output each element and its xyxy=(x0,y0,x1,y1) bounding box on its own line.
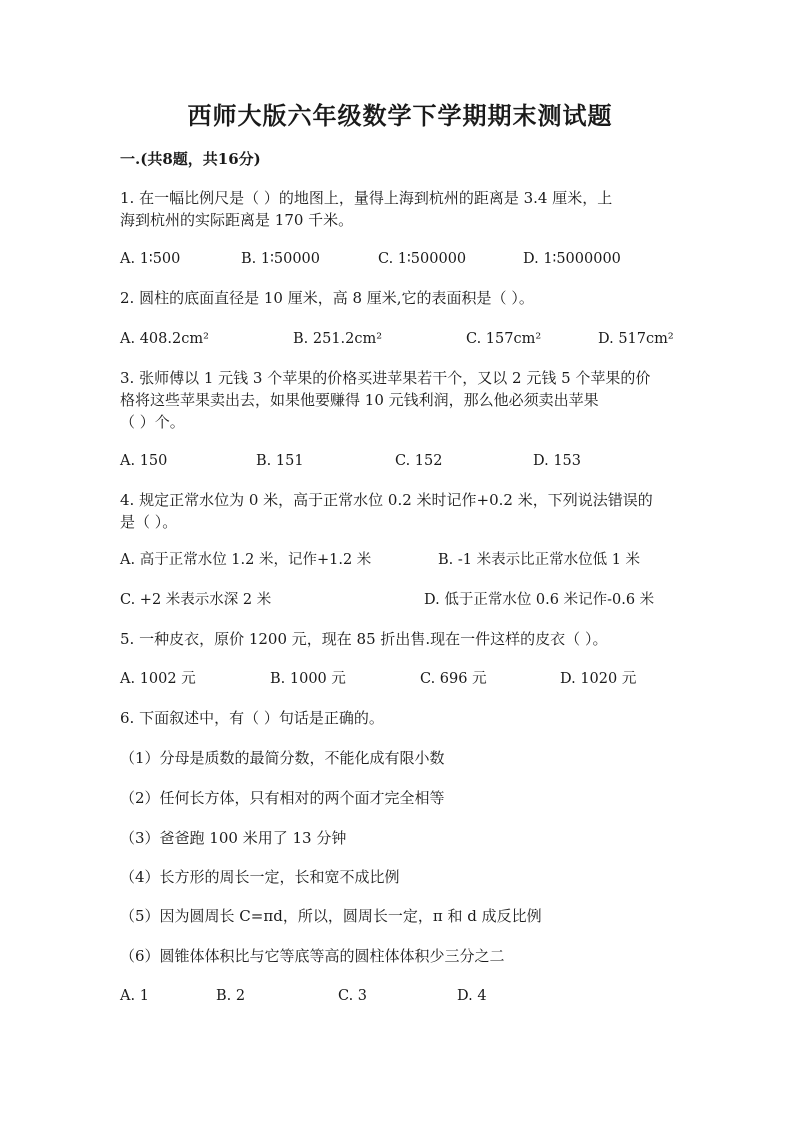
question-6-option-d: D. 4 xyxy=(457,988,487,1004)
question-4-text-line-1: 4. 规定正常水位为 0 米，高于正常水位 0.2 米时记作+0.2 米，下列说法错误的 xyxy=(120,491,653,509)
question-1-option-c: C. 1∶500000 xyxy=(378,251,467,267)
question-3-option-d: D. 153 xyxy=(533,453,582,469)
question-6-statement-4: （4）长方形的周长一定，长和宽不成比例 xyxy=(120,868,400,886)
question-3-text-line-1: 3. 张师傅以 1 元钱 3 个苹果的价格买进苹果若干个，又以 2 元钱 5 个苹果的价 xyxy=(120,369,651,387)
question-6-statement-1: （1）分母是质数的最简分数，不能化成有限小数 xyxy=(120,749,445,767)
question-1-option-a: A. 1∶500 xyxy=(120,251,181,267)
question-2-option-d: D. 517cm² xyxy=(598,331,674,347)
question-6-text-line-1: 6. 下面叙述中，有（ ）句话是正确的。 xyxy=(120,709,384,727)
question-1-option-d: D. 1∶5000000 xyxy=(523,251,621,267)
question-5-option-a: A. 1002 元 xyxy=(120,671,196,687)
question-6-option-b: B. 2 xyxy=(216,988,246,1004)
question-6-option-c: C. 3 xyxy=(338,988,368,1004)
question-2-option-b: B. 251.2cm² xyxy=(293,331,383,347)
section-heading: 一.(共8题，共16分) xyxy=(120,150,261,168)
question-4-option-c: C. +2 米表示水深 2 米 xyxy=(120,592,272,608)
question-2-option-a: A. 408.2cm² xyxy=(120,331,209,347)
question-6-option-a: A. 1 xyxy=(120,988,149,1004)
question-4-option-d: D. 低于正常水位 0.6 米记作-0.6 米 xyxy=(424,592,655,608)
question-3-option-b: B. 151 xyxy=(256,453,304,469)
question-2-option-c: C. 157cm² xyxy=(466,331,542,347)
question-6-statement-5: （5）因为圆周长 C=πd，所以，圆周长一定，π 和 d 成反比例 xyxy=(120,907,542,925)
question-5-option-d: D. 1020 元 xyxy=(560,671,637,687)
question-4-option-a: A. 高于正常水位 1.2 米，记作+1.2 米 xyxy=(120,552,372,568)
question-2-text-line-1: 2. 圆柱的底面直径是 10 厘米，高 8 厘米,它的表面积是（ ）。 xyxy=(120,289,534,307)
question-4-text-line-2: 是（ ）。 xyxy=(120,513,178,531)
question-6-statement-6: （6）圆锥体体积比与它等底等高的圆柱体体积少三分之二 xyxy=(120,947,505,965)
question-3-option-c: C. 152 xyxy=(395,453,443,469)
question-5-option-b: B. 1000 元 xyxy=(270,671,346,687)
question-3-option-a: A. 150 xyxy=(120,453,168,469)
question-5-text-line-1: 5. 一种皮衣，原价 1200 元，现在 85 折出售.现在一件这样的皮衣（ ）。 xyxy=(120,630,608,648)
question-1-text-line-1: 1. 在一幅比例尺是（ ）的地图上，量得上海到杭州的距离是 3.4 厘米，上 xyxy=(120,189,613,207)
question-5-option-c: C. 696 元 xyxy=(420,671,487,687)
question-6-statement-2: （2）任何长方体，只有相对的两个面才完全相等 xyxy=(120,789,445,807)
page-title: 西师大版六年级数学下学期期末测试题 xyxy=(187,101,613,130)
question-3-text-line-3: （ ）个。 xyxy=(120,413,185,431)
question-1-option-b: B. 1∶50000 xyxy=(241,251,320,267)
question-3-text-line-2: 格将这些苹果卖出去，如果他要赚得 10 元钱利润，那么他必须卖出苹果 xyxy=(120,391,599,409)
question-6-statement-3: （3）爸爸跑 100 米用了 13 分钟 xyxy=(120,829,347,847)
question-4-option-b: B. -1 米表示比正常水位低 1 米 xyxy=(438,552,641,568)
question-1-text-line-2: 海到杭州的实际距离是 170 千米。 xyxy=(120,211,354,229)
